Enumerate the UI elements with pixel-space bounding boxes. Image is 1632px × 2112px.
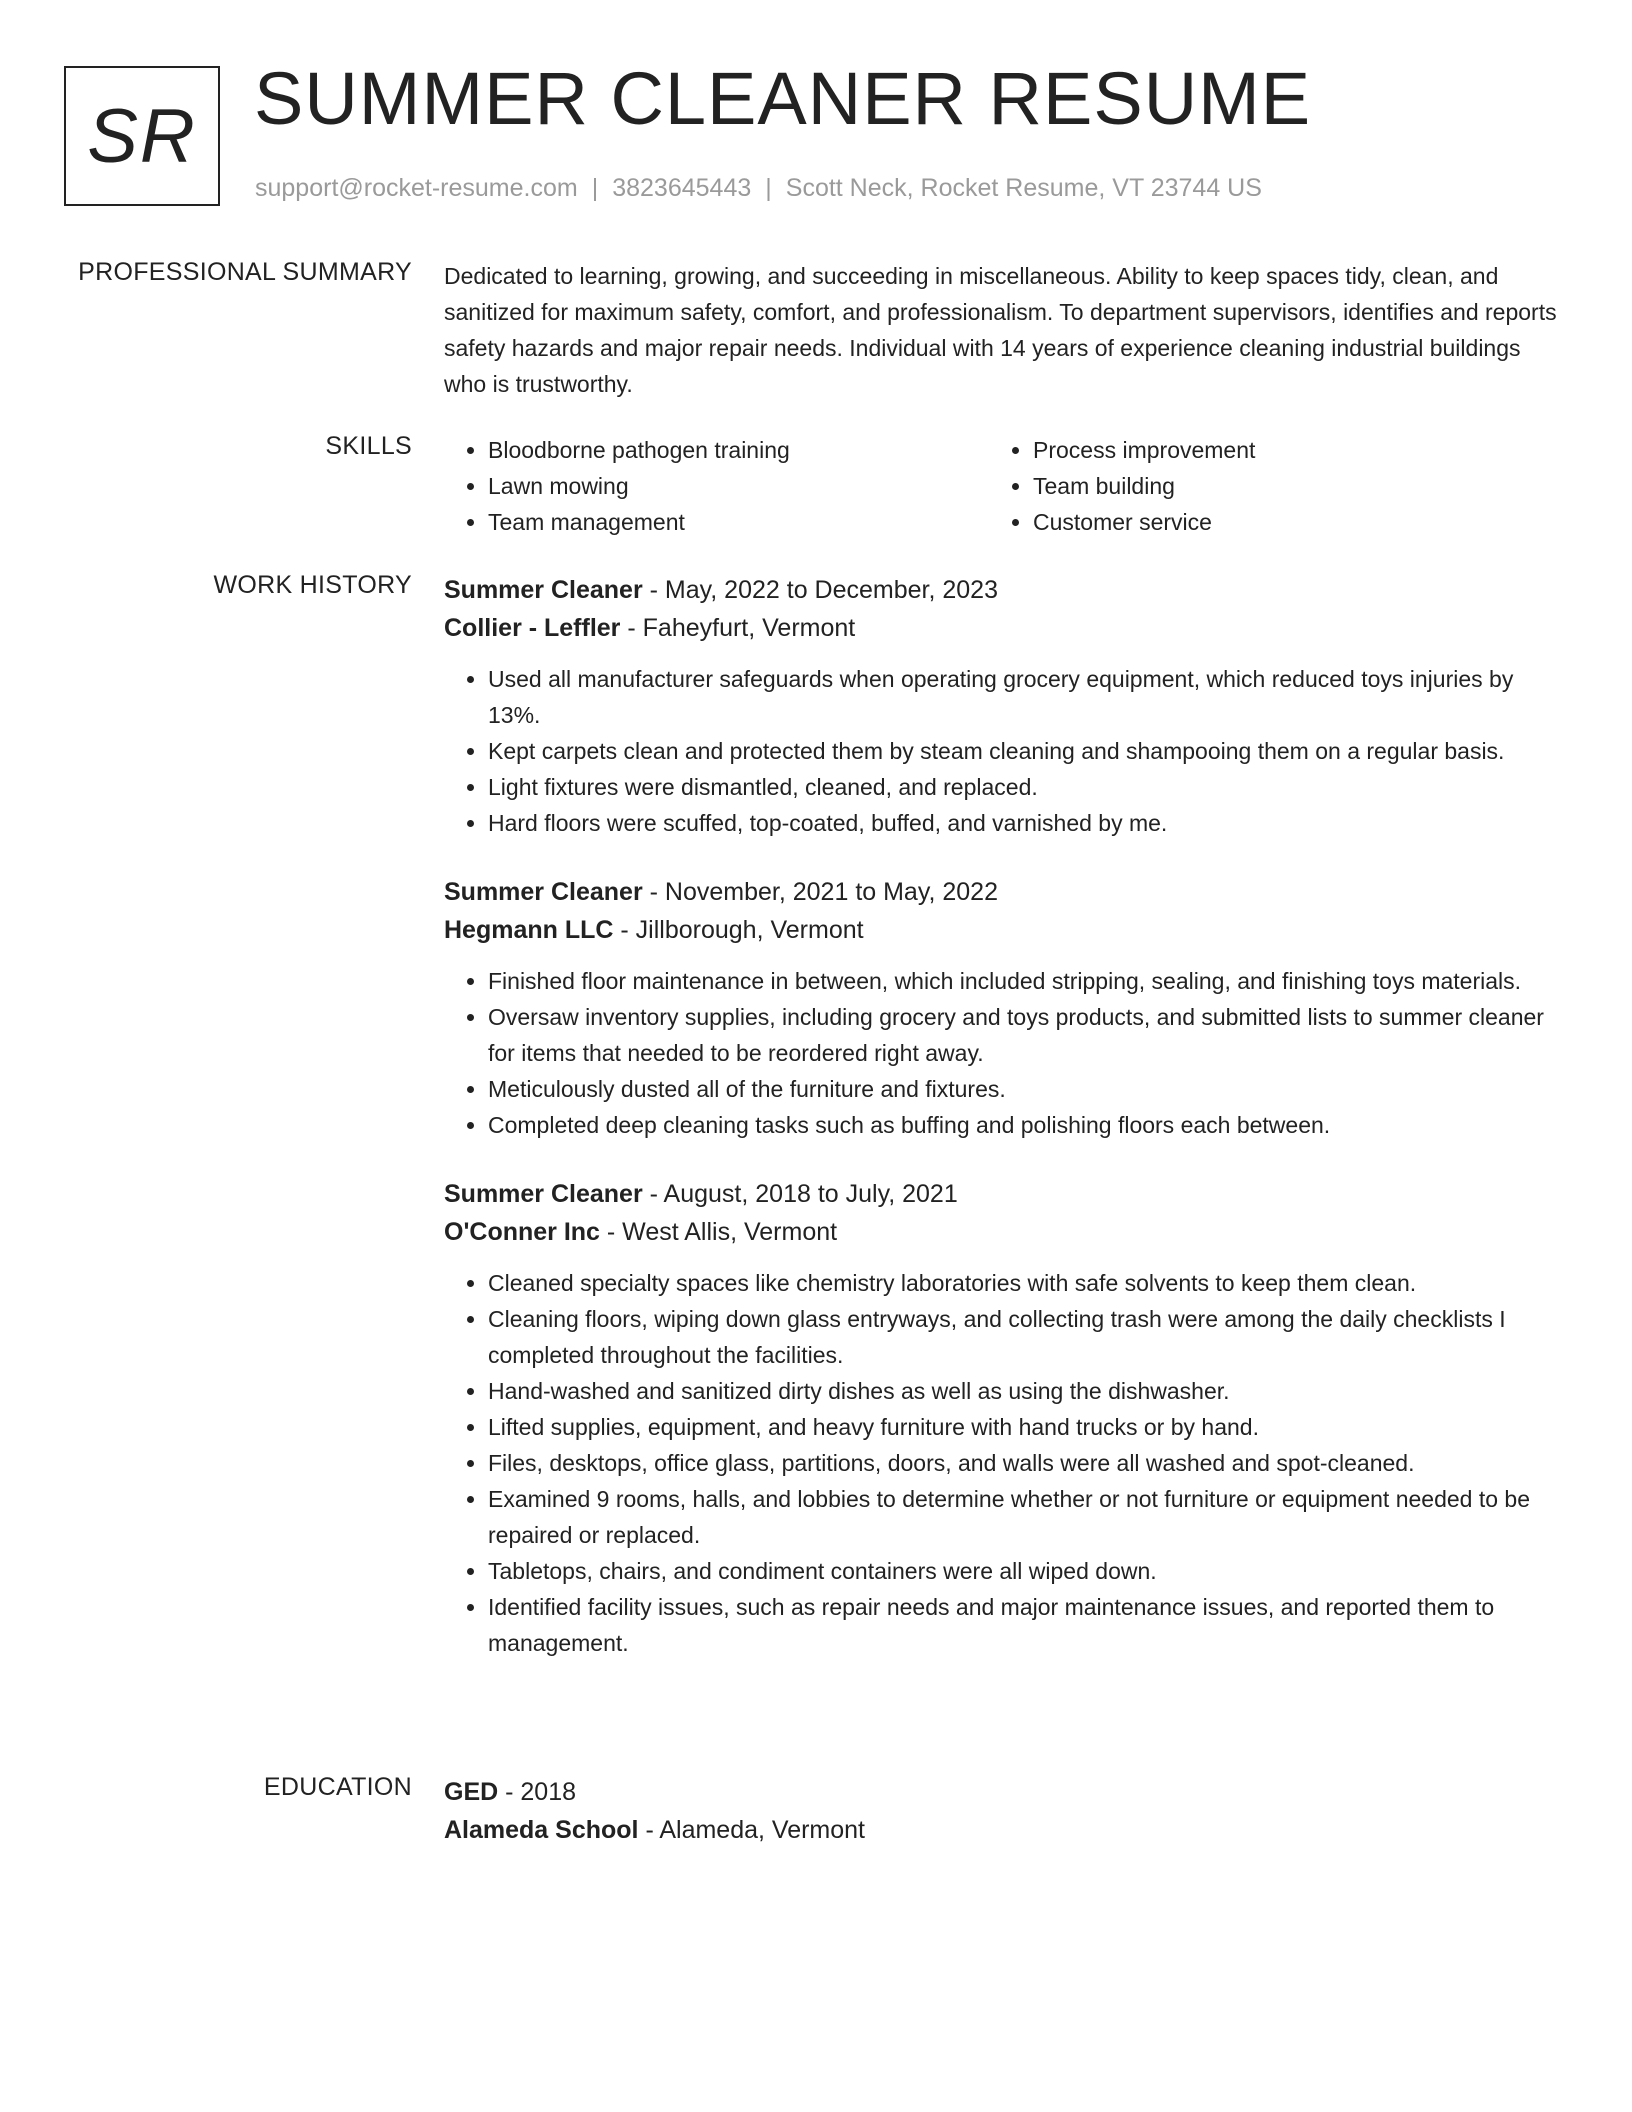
job-title-line	[444, 1175, 1564, 1213]
skills-list-left	[444, 432, 989, 540]
job-title-line	[444, 873, 1564, 911]
job-bullets	[444, 661, 1564, 841]
monogram-logo: SR	[64, 66, 220, 206]
job-bullet: • Lifted supplies, equipment, and heavy furniture with hand trucks or by hand.	[488, 1409, 1564, 1445]
job-bullet: • Finished floor maintenance in between, which included stripping, sealing, and finishing toys materials.	[488, 963, 1564, 999]
skill-item: • Customer service	[1033, 504, 1534, 540]
job-bullet: • Identified facility issues, such as repair needs and major maintenance issues, and reported them to management.	[488, 1589, 1564, 1661]
contact-phone: 3823645443	[612, 174, 752, 202]
education-year: - 2018	[498, 1778, 577, 1806]
summary-text: Dedicated to learning, growing, and succeeding in miscellaneous. Ability to keep spaces tidy, clean, and sanitized for maximum safety, comfort, and professionalism. To department supervisors, identifies and reports safety hazards and major repair needs. Individual with 14 years of experience cleaning industrial buildings who is trustworthy.	[444, 263, 1557, 397]
contact-separator: |	[765, 174, 772, 202]
job-entry	[444, 873, 1564, 1143]
job-location: - Jillborough, Vermont	[613, 916, 864, 944]
job-company-line	[444, 1213, 1564, 1251]
job-bullet: • Meticulously dusted all of the furniture and fixtures.	[488, 1071, 1564, 1107]
job-bullet: • Examined 9 rooms, halls, and lobbies to determine whether or not furniture or equipment needed to be repaired or replaced.	[488, 1481, 1564, 1553]
job-bullet: • Kept carpets clean and protected them by steam cleaning and shampooing them on a regular basis.	[488, 733, 1564, 769]
education-location: - Alameda, Vermont	[638, 1816, 866, 1844]
job-company: Hegmann LLC	[444, 916, 614, 944]
job-company: Collier - Leffler	[444, 614, 621, 642]
education-school: Alameda School	[444, 1816, 639, 1844]
job-company: O'Conner Inc	[444, 1218, 600, 1246]
skills-list-right	[989, 432, 1534, 540]
job-title: Summer Cleaner	[444, 576, 643, 604]
job-bullet: • Cleaning floors, wiping down glass entryways, and collecting trash were among the daily checklists I completed throughout the facilities.	[488, 1301, 1564, 1373]
job-entry	[444, 1175, 1564, 1661]
job-bullet: • Files, desktops, office glass, partitions, doors, and walls were all washed and spot-cleaned.	[488, 1445, 1564, 1481]
job-dates: - November, 2021 to May, 2022	[642, 878, 998, 906]
work-history-heading: WORK HISTORY	[213, 571, 412, 599]
resume-header	[64, 57, 1564, 216]
contact-separator: |	[591, 174, 599, 202]
job-title-line	[444, 571, 1564, 609]
job-location: - Faheyfurt, Vermont	[620, 614, 856, 642]
education-degree: GED	[444, 1778, 499, 1806]
job-entry	[444, 571, 1564, 841]
job-location: - West Allis, Vermont	[599, 1218, 838, 1246]
skills-heading: SKILLS	[325, 432, 412, 460]
skill-item: • Lawn mowing	[488, 468, 989, 504]
summary-heading: PROFESSIONAL SUMMARY	[78, 258, 412, 286]
skill-item: • Bloodborne pathogen training	[488, 432, 989, 468]
job-dates: - August, 2018 to July, 2021	[642, 1180, 958, 1208]
job-bullet: • Light fixtures were dismantled, cleaned, and replaced.	[488, 769, 1564, 805]
job-title: Summer Cleaner	[444, 1180, 643, 1208]
job-bullets	[444, 963, 1564, 1143]
contact-email: support@rocket-resume.com	[255, 174, 578, 202]
skill-item: • Team management	[488, 504, 989, 540]
education-heading: EDUCATION	[263, 1773, 412, 1801]
contact-address: Scott Neck, Rocket Resume, VT 23744 US	[785, 174, 1262, 202]
job-company-line	[444, 609, 1564, 647]
job-bullet: • Tabletops, chairs, and condiment containers were all wiped down.	[488, 1553, 1564, 1589]
skill-item: • Team building	[1033, 468, 1534, 504]
skill-item: • Process improvement	[1033, 432, 1534, 468]
education-degree-line	[444, 1773, 1564, 1811]
job-bullet: • Completed deep cleaning tasks such as buffing and polishing floors each between.	[488, 1107, 1564, 1143]
education-school-line	[444, 1811, 1564, 1849]
job-bullet: • Hard floors were scuffed, top-coated, buffed, and varnished by me.	[488, 805, 1564, 841]
contact-line	[255, 174, 1262, 203]
job-company-line	[444, 911, 1564, 949]
job-bullet: • Used all manufacturer safeguards when operating grocery equipment, which reduced toys injuries by 13%.	[488, 661, 1564, 733]
job-title: Summer Cleaner	[444, 878, 643, 906]
resume-title: SUMMER CLEANER RESUME	[254, 57, 1312, 140]
job-bullets	[444, 1265, 1564, 1661]
job-dates: - May, 2022 to December, 2023	[642, 576, 998, 604]
job-bullet: • Oversaw inventory supplies, including grocery and toys products, and submitted lists to summer cleaner for items that needed to be reordered right away.	[488, 999, 1564, 1071]
job-bullet: • Hand-washed and sanitized dirty dishes as well as using the dishwasher.	[488, 1373, 1564, 1409]
job-bullet: • Cleaned specialty spaces like chemistry laboratories with safe solvents to keep them clean.	[488, 1265, 1564, 1301]
